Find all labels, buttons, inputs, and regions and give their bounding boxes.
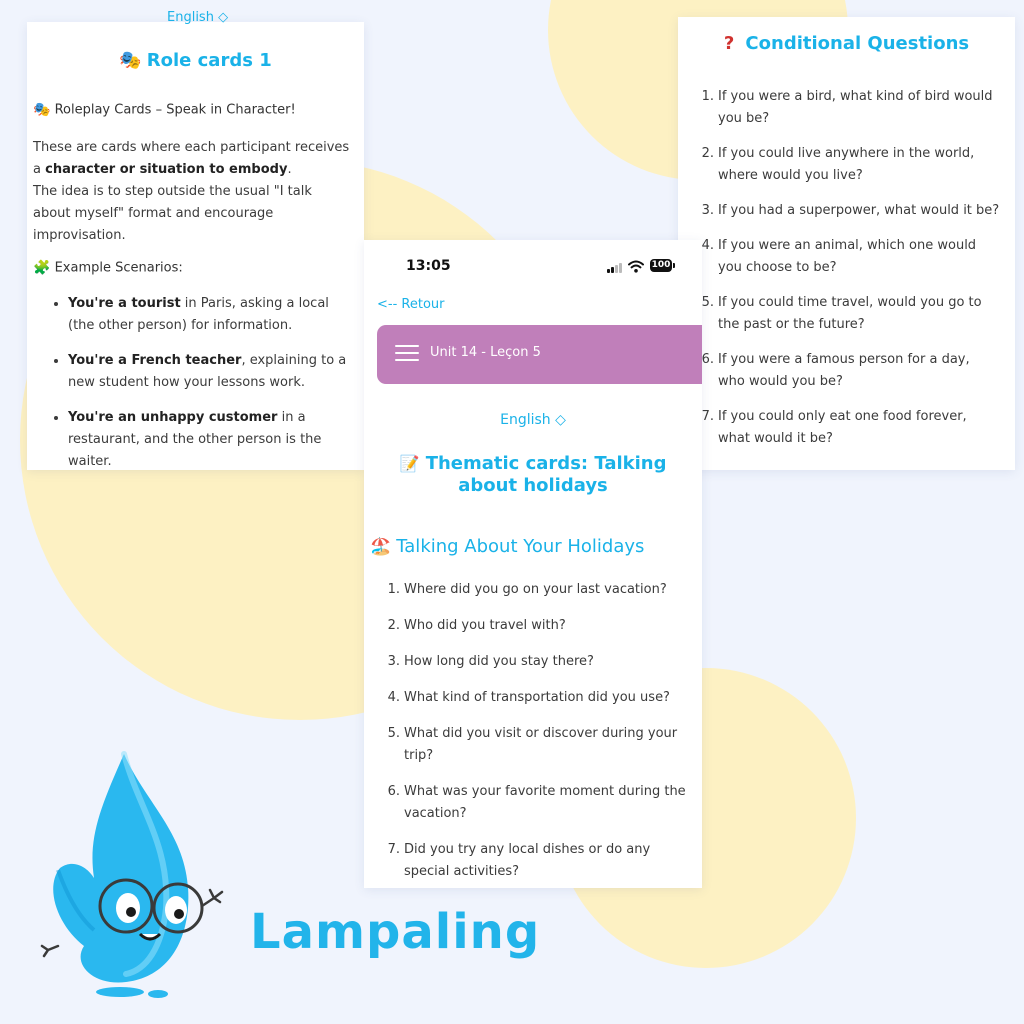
roleplay-subtitle: 🎭 Roleplay Cards – Speak in Character! (33, 102, 296, 118)
hamburger-menu-icon[interactable] (395, 345, 419, 363)
scenario-list (51, 293, 368, 473)
list-item: 6. What was your favorite moment during the vacation? (387, 784, 686, 821)
conditional-questions-panel (678, 17, 1015, 470)
holidays-section-title: 🏖️ Talking About Your Holidays (370, 536, 645, 557)
list-item: 7. If you could only eat one food forever, what would it be? (701, 409, 967, 446)
lesson-header-bar (377, 325, 702, 384)
language-selector[interactable]: English ◇ (500, 412, 566, 428)
memo-icon: 📝 (399, 454, 420, 473)
signal-icon (607, 262, 623, 273)
role-cards-panel (27, 10, 364, 470)
language-selector-cut[interactable]: English ◇ (167, 10, 229, 25)
phone-screen (364, 240, 702, 888)
list-item: 4. What kind of transportation did you use? (387, 690, 670, 705)
thematic-title: 📝 Thematic cards: Talking about holidays (399, 453, 667, 496)
list-item: 5. What did you visit or discover during your trip? (387, 726, 678, 763)
theater-masks-icon: 🎭 (119, 50, 142, 71)
battery-level: 100 (651, 260, 671, 270)
list-item: 6. If you were a famous person for a day, who would you be? (701, 352, 970, 389)
wifi-icon (628, 260, 644, 273)
list-item: 4. If you were an animal, which one would you choose to be? (701, 238, 977, 275)
scenarios-heading: 🧩 Example Scenarios: (33, 260, 183, 276)
list-item: 3. How long did you stay there? (387, 654, 594, 669)
conditional-question-list (678, 86, 1015, 450)
theater-masks-icon: 🎭 (33, 102, 51, 118)
question-mark-icon: ? (723, 33, 735, 54)
list-item: • You're a tourist in Paris, asking a local (the other person) for information. (68, 293, 368, 337)
list-item: 5. If you could time travel, would you go to the past or the future? (701, 295, 982, 332)
list-item: • You're an unhappy customer in a restaurant, and the other person is the waiter. (68, 407, 368, 473)
battery-icon (650, 259, 672, 272)
holiday-question-list (364, 579, 702, 883)
status-time: 13:05 (406, 258, 451, 274)
back-link[interactable]: <-- Retour (377, 297, 445, 312)
conditional-title: ? Conditional Questions (723, 33, 970, 54)
list-item: 1. Where did you go on your last vacation? (387, 582, 667, 597)
list-item: 2. Who did you travel with? (387, 618, 566, 633)
list-item: 1. If you were a bird, what kind of bird would you be? (701, 89, 993, 126)
list-item: 7. Did you try any local dishes or do any special activities? (387, 842, 651, 879)
list-item: • You're a French teacher, explaining to a new student how your lessons work. (68, 350, 368, 394)
beach-umbrella-icon: 🏖️ (370, 536, 392, 557)
list-item: 2. If you could live anywhere in the world, where would you live? (701, 146, 975, 183)
lesson-header-title: Unit 14 - Leçon 5 (430, 345, 541, 360)
puzzle-icon: 🧩 (33, 260, 51, 276)
list-item: 3. If you had a superpower, what would it be? (701, 203, 1000, 218)
role-cards-title: 🎭 Role cards 1 (119, 50, 272, 71)
lampaling-logo-text: Lampaling (250, 904, 541, 960)
lampaling-mascot-icon (38, 748, 228, 1008)
intro-paragraph: These are cards where each participant receives a character or situation to embody. The idea is to step outside the usual "I talk about myself" format and encourage improvisation. (33, 140, 350, 243)
